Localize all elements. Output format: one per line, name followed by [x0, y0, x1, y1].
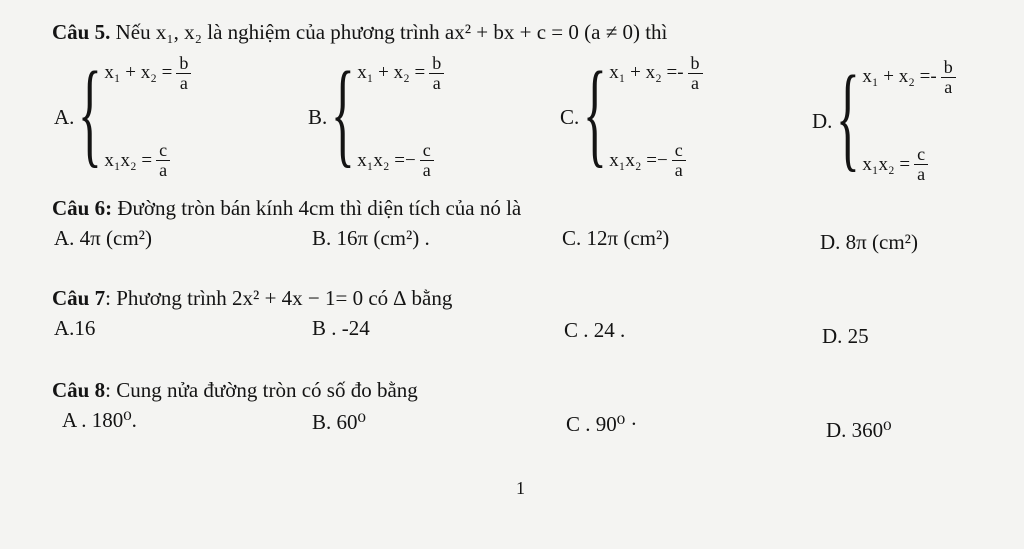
sum-sign: -: [930, 66, 937, 88]
product-lhs: x₁x₂ =: [862, 153, 911, 175]
q8-option-b: B. 60⁰: [312, 410, 366, 434]
q7-option-a: A.16: [54, 316, 96, 340]
product-numerator: c: [156, 141, 170, 161]
question-6-text: Đường tròn bán kính 4cm thì diện tích của nó là: [117, 196, 522, 220]
question-7-text: : Phương trình 2x² + 4x − 1= 0 có ∆ bằng: [105, 286, 453, 310]
product-equation: [357, 141, 444, 180]
sum-denominator: a: [944, 76, 953, 97]
product-numerator: c: [420, 141, 434, 161]
question-8-text: : Cung nửa đường tròn có số đo bằng: [105, 378, 418, 402]
product-lhs: x₁x₂ =: [104, 149, 153, 171]
page-number: 1: [516, 478, 525, 498]
q5-option-a: [54, 47, 191, 181]
q5-option-c: [560, 47, 703, 181]
q5-option-b: [308, 47, 444, 181]
question-5: [52, 20, 667, 45]
q6-option-b: B. 16π (cm²) .: [312, 226, 430, 250]
q7-option-b: B . -24: [312, 316, 370, 340]
product-denominator: a: [422, 160, 431, 181]
brace-icon: {: [78, 47, 103, 178]
product-equation: [104, 141, 191, 180]
sum-numerator: b: [941, 58, 956, 78]
product-equation: [609, 141, 702, 180]
q5-option-d-label: D.: [812, 108, 833, 133]
product-lhs: x₁x₂ =: [357, 149, 405, 171]
q5-option-a-label: A.: [54, 104, 75, 129]
sum-numerator: b: [429, 54, 444, 74]
q8-option-a: A . 180⁰.: [62, 408, 137, 432]
sum-equation: [862, 58, 955, 97]
question-5-text: Nếu x₁, x₂ là nghiệm của phương trình ax² + bx + c = 0 (a ≠ 0) thì: [115, 20, 668, 44]
q6-option-a: A. 4π (cm²): [54, 226, 152, 250]
product-denominator: a: [674, 160, 683, 181]
q7-option-d: D. 25: [822, 324, 869, 348]
product-denominator: a: [917, 164, 926, 185]
sum-sign: -: [677, 62, 684, 84]
sum-denominator: a: [691, 72, 700, 93]
sum-lhs: x₁ + x₂ =: [862, 66, 931, 88]
sum-denominator: a: [179, 72, 188, 93]
q8-option-d: D. 360⁰: [826, 418, 892, 442]
q6-option-d: D. 8π (cm²): [820, 230, 918, 254]
question-8: [52, 378, 418, 403]
question-7: [52, 286, 452, 311]
product-sign: −: [404, 149, 416, 171]
brace-icon: {: [836, 51, 861, 182]
q6-option-c: C. 12π (cm²): [562, 226, 670, 250]
q7-option-c: C . 24 .: [564, 318, 626, 342]
sum-numerator: b: [688, 54, 703, 74]
sum-denominator: a: [432, 72, 441, 93]
product-denominator: a: [159, 160, 168, 181]
brace-icon: {: [331, 47, 356, 178]
question-8-label: Câu 8: [52, 378, 106, 402]
product-lhs: x₁x₂ =: [609, 149, 657, 171]
sum-lhs: x₁ + x₂ =: [609, 62, 678, 84]
q8-option-c: C . 90⁰ ·: [566, 412, 638, 436]
sum-equation: [357, 54, 444, 93]
brace-icon: {: [583, 47, 608, 178]
question-5-label: Câu 5.: [52, 20, 111, 44]
sum-lhs: x₁ + x₂ =: [104, 62, 173, 84]
product-numerator: c: [914, 145, 928, 165]
product-equation: [862, 145, 955, 184]
q5-option-d: [812, 51, 956, 185]
q5-option-c-label: C.: [560, 104, 580, 129]
product-numerator: c: [672, 141, 686, 161]
sum-equation: [609, 54, 702, 93]
product-sign: −: [656, 149, 668, 171]
sum-numerator: b: [176, 54, 191, 74]
question-6: [52, 196, 521, 221]
sum-lhs: x₁ + x₂ =: [357, 62, 426, 84]
sum-equation: [104, 54, 191, 93]
q5-option-b-label: B.: [308, 104, 328, 129]
question-7-label: Câu 7: [52, 286, 106, 310]
question-6-label: Câu 6:: [52, 196, 113, 220]
